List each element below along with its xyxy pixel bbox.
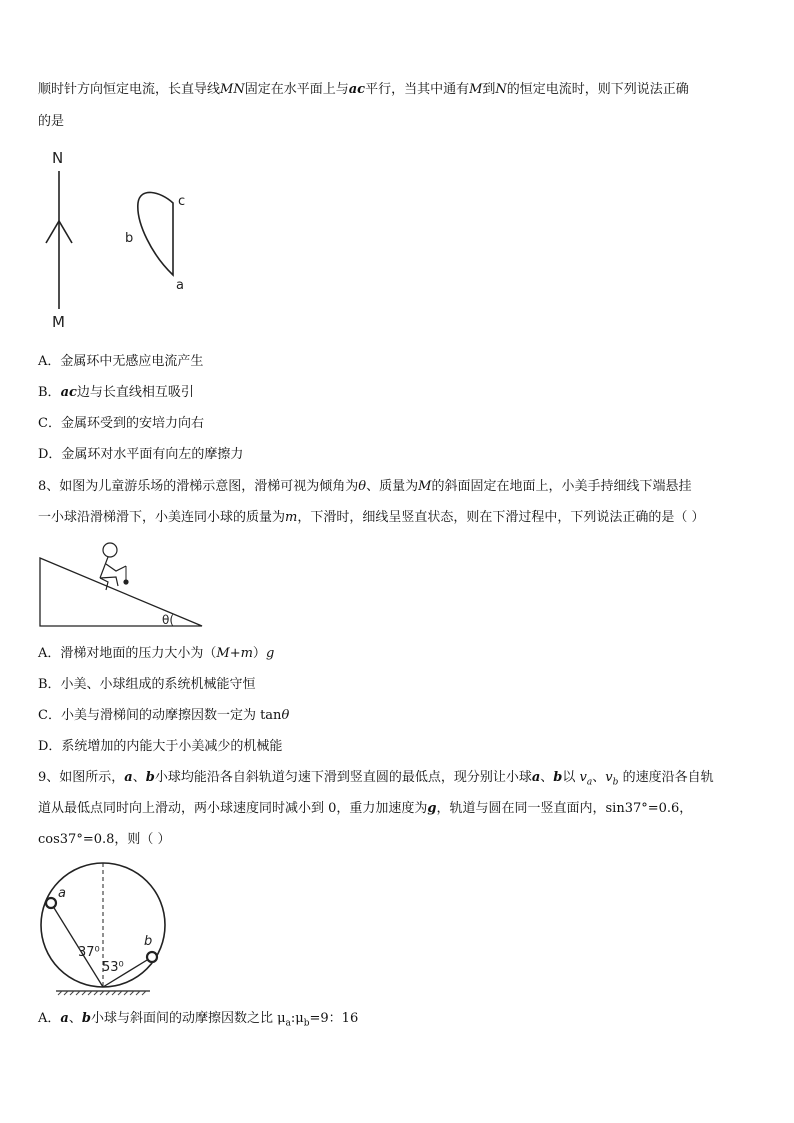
q8-stem-line2 <box>38 509 704 527</box>
text: 平行，当其中通有 <box>365 82 470 97</box>
var-n: N <box>495 82 507 97</box>
text: 的斜面固定在地面上，小美手持细线下端悬挂 <box>431 479 692 494</box>
var-mn: MN <box>220 82 245 97</box>
q7-stem-line1 <box>38 81 689 99</box>
var-a: a <box>531 770 541 785</box>
q7-option-a: A．金属环中无感应电流产生 <box>38 354 204 369</box>
ball-b <box>147 952 157 962</box>
var-theta: θ <box>358 479 367 494</box>
label-b: b <box>125 231 134 246</box>
text: 、 <box>68 1011 82 1026</box>
q9-stem-line2 <box>38 800 692 818</box>
q9-figure <box>40 855 180 1000</box>
q8-stem-line1 <box>38 478 691 496</box>
label-m: M <box>52 313 65 331</box>
text: ） <box>252 646 266 661</box>
angle-53-label: 53⁰ <box>102 960 124 975</box>
text: 小球均能沿各自斜轨道匀速下滑到竖直圆的最低点，现分别让小球 <box>154 770 532 785</box>
label-a: a <box>176 278 184 293</box>
subscript-b: b <box>303 1018 310 1029</box>
var-a: a <box>60 1011 69 1026</box>
var-b: b <box>553 770 563 785</box>
child-head <box>103 543 117 557</box>
text: A．滑梯对地面的压力大小为（ <box>38 646 217 661</box>
text: 的速度沿各自轨 <box>622 770 714 785</box>
ball-a <box>46 898 56 908</box>
q8-option-b: B．小美、小球组成的系统机械能守恒 <box>38 677 256 692</box>
var-m-small: m <box>285 510 298 525</box>
var-v: v <box>605 770 613 785</box>
var-g: g <box>265 646 275 661</box>
label-n: N <box>52 149 64 167</box>
var-ac: ac <box>348 82 366 97</box>
text: :μ <box>290 1011 304 1026</box>
q7-option-d: D．金属环对水平面有向左的摩擦力 <box>38 447 244 462</box>
text: 顺时针方向恒定电流，长直导线 <box>38 82 221 97</box>
text: 到 <box>482 82 496 97</box>
q8-option-d: D．系统增加的内能大于小美减少的机械能 <box>38 739 283 754</box>
text: 、 <box>132 770 146 785</box>
text: 的恒定电流时，则下列说法正确 <box>506 82 689 97</box>
text: 9、如图所示， <box>38 770 125 785</box>
var-ac: ac <box>60 385 77 400</box>
q9-option-a <box>38 1010 358 1033</box>
small-ball <box>123 579 128 584</box>
q8-option-c <box>38 707 289 725</box>
child-arm <box>106 564 126 571</box>
text: 小球与斜面间的动摩擦因数之比 μ <box>90 1011 286 1026</box>
text: A． <box>38 1011 61 1026</box>
var-a: a <box>124 770 133 785</box>
text: =9：16 <box>309 1011 359 1026</box>
q8-option-a <box>38 645 274 663</box>
q7-option-c: C．金属环受到的安培力向右 <box>38 416 204 431</box>
text: 一小球沿滑梯滑下，小美连同小球的质量为 <box>38 510 286 525</box>
text: 边与长直线相互吸引 <box>76 385 194 400</box>
var-b: b <box>145 770 155 785</box>
var-theta: θ <box>281 708 290 723</box>
text: 8、如图为儿童游乐场的滑梯示意图，滑梯可视为倾角为 <box>38 479 359 494</box>
angle-theta-label: θ( <box>162 613 175 627</box>
text: C．小美与滑梯间的动摩擦因数一定为 tan <box>38 708 282 723</box>
metal-ring <box>138 192 173 275</box>
q7-figure <box>40 145 200 330</box>
q9-stem-line1 <box>38 769 714 792</box>
text: 、 <box>540 770 554 785</box>
text: 以 <box>562 770 576 785</box>
subscript-b: b <box>612 777 619 788</box>
var-m: M <box>469 82 483 97</box>
text: 、 <box>592 770 606 785</box>
text: 道从最低点同时向上滑动，两小球速度同时减小到 0，重力加速度为 <box>38 801 428 816</box>
subscript-a: a <box>285 1018 291 1029</box>
label-a: a <box>58 886 66 901</box>
text: 固定在水平面上与 <box>244 82 349 97</box>
angle-37-label: 37⁰ <box>78 945 100 960</box>
child-body <box>100 557 108 578</box>
label-b: b <box>144 934 153 949</box>
subscript-a: a <box>586 777 593 788</box>
var-b: b <box>81 1011 91 1026</box>
text: ，轨道与圆在同一竖直面内，sin37°=0.6， <box>436 801 693 816</box>
label-c: c <box>178 194 186 209</box>
q8-figure <box>38 540 208 630</box>
q7-stem-line2: 的是 <box>38 114 65 129</box>
var-m-big: M <box>418 479 432 494</box>
text: 、质量为 <box>366 479 419 494</box>
q9-stem-line3: cos37°=0.8，则（ ） <box>38 832 171 847</box>
var-g: g <box>427 801 437 816</box>
text: ，下滑时，细线呈竖直状态，则在下滑过程中，下列说法正确的是（ ） <box>297 510 705 525</box>
var-mm: M+m <box>216 646 253 661</box>
var-v: v <box>579 770 587 785</box>
text: B． <box>38 385 61 400</box>
q7-option-b <box>38 384 194 402</box>
